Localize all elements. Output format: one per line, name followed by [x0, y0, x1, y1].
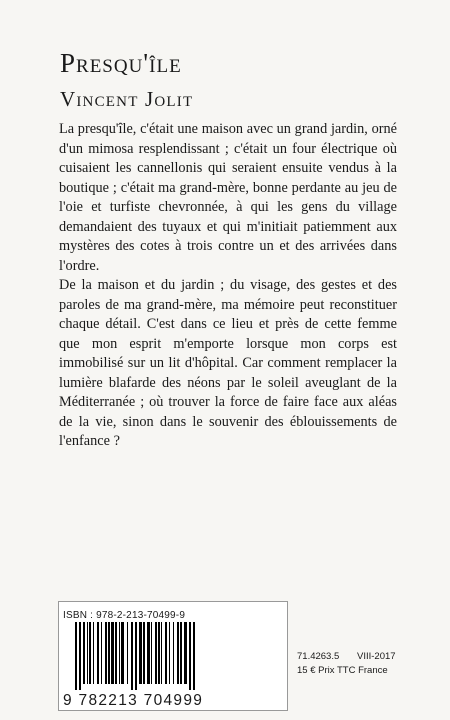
barcode-bar	[87, 622, 88, 684]
barcode-bar	[111, 622, 114, 684]
book-author: Vincent Jolit	[60, 87, 194, 111]
barcode-icon	[75, 622, 275, 690]
barcode-bar	[119, 622, 120, 684]
barcode-bar	[97, 622, 99, 684]
blurb-paragraph: La presqu'île, c'était une maison avec un grand jardin, orné d'un mimosa resplendissant ; c'était un four électrique où cuisaient les cannellonis qui seraient ensuite vendus à la boutique ; c'était ma grand-mère, bonne perdante au jeu de l'oie et turfiste chevronnée, à qui les gens du village demandaient des tuyaux et qui m'initiait patiemment aux mystères des cotes à trois contre un et des arrivées dans l'ordre.	[59, 121, 397, 274]
catalog-code: 71.4263.5	[297, 651, 340, 662]
barcode-bar	[173, 622, 174, 684]
price: 15 € Prix TTC France	[297, 665, 388, 676]
barcode-bar	[139, 622, 142, 684]
blurb-paragraph: De la maison et du jardin ; du visage, des gestes et des paroles de ma grand-mère, ma mémoire peut reconstituer chaque détail. C'est dans ce lieu et près de cette femme que mon esprit m'emporte lorsque mon corps est immobilisé sur un lit d'hôpital. Car comment remplacer la lumière blafarde des néons par le soleil aveuglant de la Méditerranée ; où trouver la force de faire face aux aléas de la vie, sinon dans le souvenir des éblouissements de l'enfance ?	[59, 277, 397, 449]
barcode-bar	[165, 622, 167, 684]
barcode-bar	[105, 622, 107, 684]
barcode-bar	[135, 622, 137, 690]
barcode-bar	[184, 622, 187, 684]
barcode-bar	[151, 622, 152, 684]
barcode-bar	[161, 622, 162, 684]
barcode-bar	[75, 622, 77, 690]
barcode-bar	[115, 622, 117, 684]
barcode-bar	[147, 622, 150, 684]
barcode-bar	[177, 622, 179, 684]
barcode-bar	[155, 622, 157, 684]
barcode-bar	[158, 622, 160, 684]
back-cover-blurb	[59, 120, 397, 452]
barcode-bar	[169, 622, 170, 684]
book-title: Presqu'île	[60, 48, 182, 78]
barcode-bar	[89, 622, 91, 684]
barcode-bar	[121, 622, 124, 684]
barcode-bar	[127, 622, 128, 684]
barcode-bar	[180, 622, 182, 684]
barcode-bar	[131, 622, 133, 690]
barcode-bar	[79, 622, 81, 690]
barcode-bar	[193, 622, 195, 690]
barcode-bar	[143, 622, 145, 684]
barcode-digits: 9 782213 704999	[63, 692, 204, 709]
barcode-bar	[93, 622, 94, 684]
barcode-bar	[189, 622, 191, 690]
isbn-label: ISBN : 978-2-213-70499-9	[63, 610, 186, 621]
barcode-bar	[83, 622, 85, 684]
barcode-bar	[108, 622, 110, 684]
barcode-bar	[101, 622, 102, 684]
print-date: VIII-2017	[357, 651, 396, 662]
